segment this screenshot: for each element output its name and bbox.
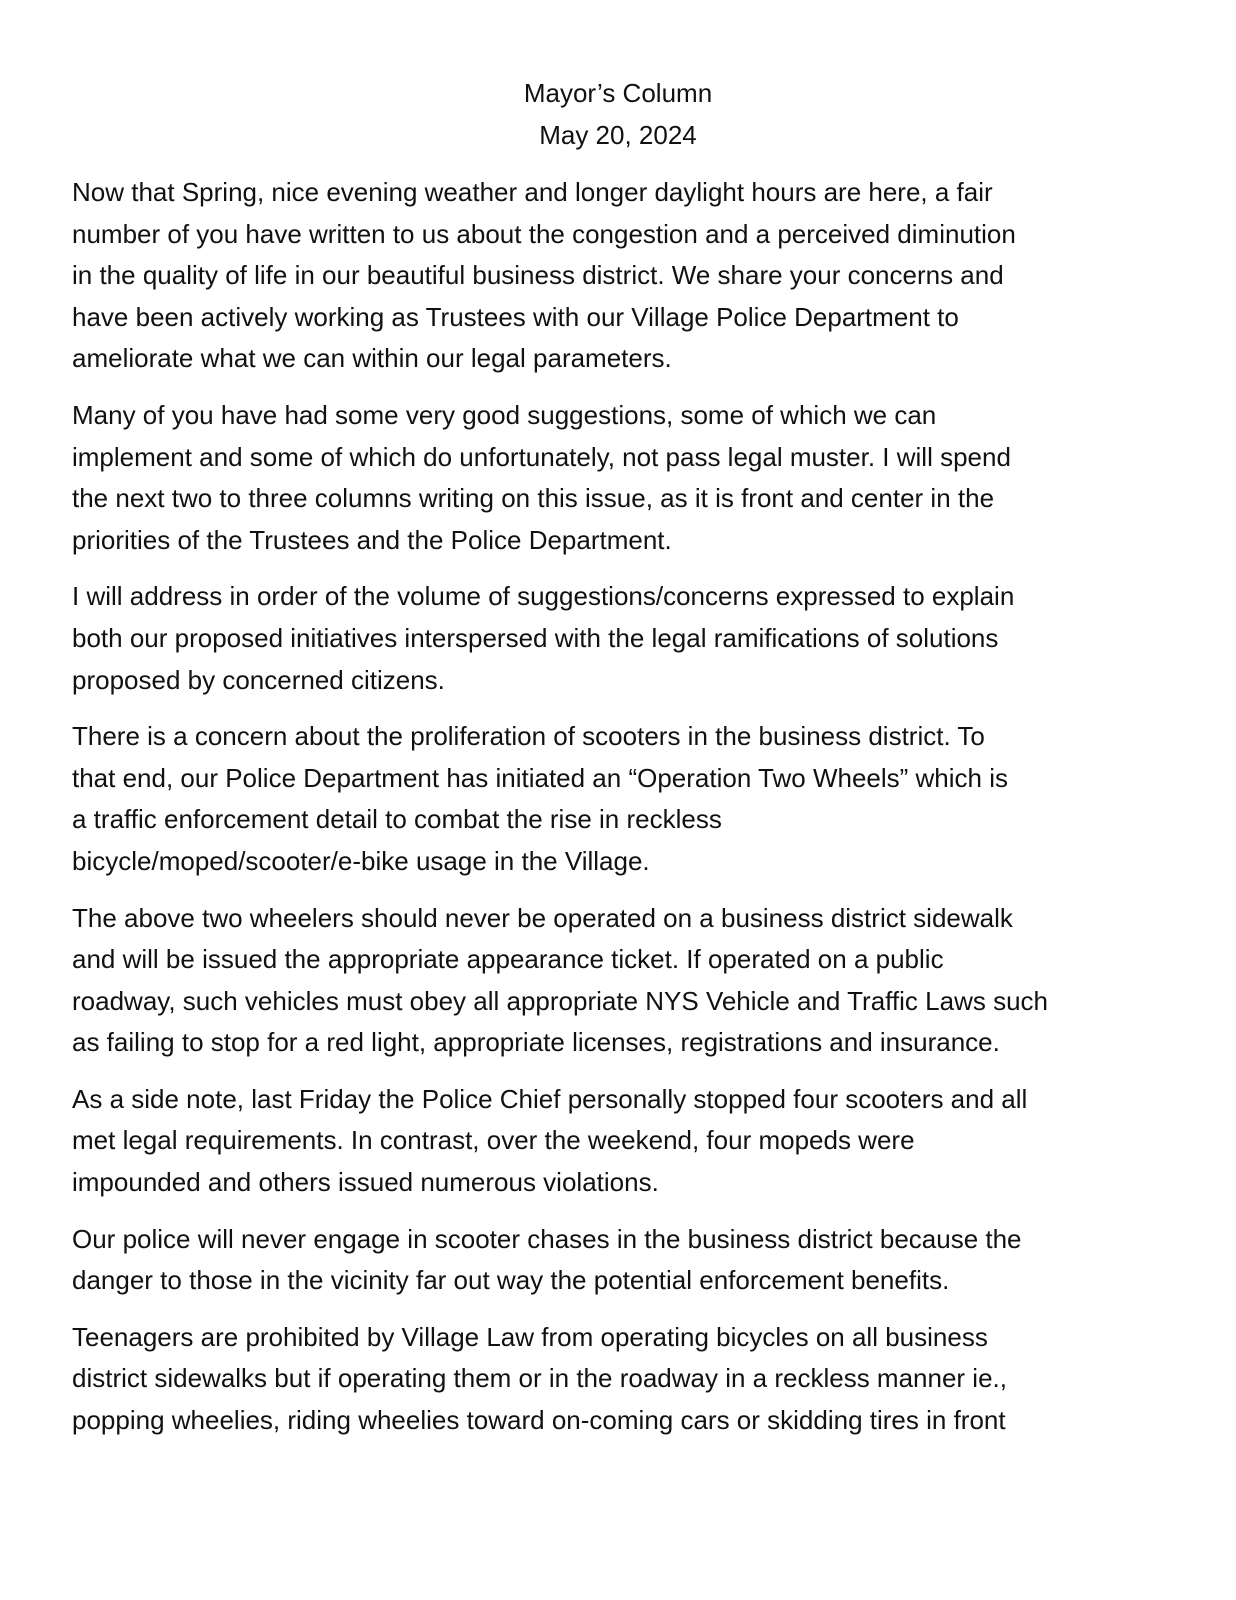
- paragraph: [72, 716, 1164, 882]
- column-date: May 20, 2024: [539, 120, 697, 150]
- paragraph-line: impounded and others issued numerous violations.: [72, 1167, 659, 1198]
- paragraph-line: I will address in order of the volume of suggestions/concerns expressed to explain: [72, 581, 1015, 612]
- paragraph-line: As a side note, last Friday the Police Chief personally stopped four scooters and all: [72, 1083, 1028, 1114]
- paragraph-line: The above two wheelers should never be operated on a business district sidewalk: [72, 902, 1013, 933]
- paragraph-line: proposed by concerned citizens.: [72, 664, 445, 695]
- paragraph-line: Our police will never engage in scooter chases in the business district because the: [72, 1223, 1022, 1254]
- paragraph-line: number of you have written to us about the congestion and a perceived diminution: [72, 218, 1016, 249]
- paragraph-line: district sidewalks but if operating them or in the roadway in a reckless manner ie.,: [72, 1363, 1007, 1394]
- paragraph-line: a traffic enforcement detail to combat the rise in reckless: [72, 804, 722, 835]
- paragraph-line: as failing to stop for a red light, appropriate licenses, registrations and insurance.: [72, 1027, 1000, 1058]
- paragraph-line: popping wheelies, riding wheelies toward on-coming cars or skidding tires in front: [72, 1405, 1006, 1436]
- paragraph-line: and will be issued the appropriate appearance ticket. If operated on a public: [72, 944, 944, 975]
- paragraph: [72, 898, 1164, 1064]
- paragraph-line: Now that Spring, nice evening weather and longer daylight hours are here, a fair: [72, 177, 993, 207]
- paragraph-line: both our proposed initiatives interspersed with the legal ramifications of solutions: [72, 622, 999, 653]
- paragraph: [72, 1317, 1164, 1442]
- paragraph-line: met legal requirements. In contrast, over the weekend, four mopeds were: [72, 1125, 915, 1156]
- paragraph-line: the next two to three columns writing on this issue, as it is front and center in the: [72, 483, 995, 514]
- paragraph-line: implement and some of which do unfortunately, not pass legal muster. I will spend: [72, 441, 1011, 472]
- paragraph: [72, 172, 1164, 380]
- paragraph-line: priorities of the Trustees and the Police Department.: [72, 524, 672, 555]
- paragraph-line: There is a concern about the proliferation of scooters in the business district. To: [72, 721, 985, 752]
- column-title: Mayor’s Column: [523, 78, 713, 108]
- paragraph-line: bicycle/moped/scooter/e-bike usage in the Village.: [72, 845, 650, 876]
- paragraph-line: Teenagers are prohibited by Village Law from operating bicycles on all business: [72, 1321, 988, 1352]
- paragraph-line: Many of you have had some very good suggestions, some of which we can: [72, 399, 937, 430]
- paragraph-line: in the quality of life in our beautiful business district. We share your concerns and: [72, 260, 1004, 291]
- paragraph-line: ameliorate what we can within our legal parameters.: [72, 343, 672, 374]
- paragraph-line: have been actively working as Trustees with our Village Police Department to: [72, 301, 959, 332]
- column-header: [0, 72, 1236, 156]
- column-body: [72, 172, 1164, 1457]
- paragraph: [72, 1079, 1164, 1204]
- paragraph: [72, 576, 1164, 701]
- paragraph: [72, 395, 1164, 561]
- paragraph: [72, 1219, 1164, 1302]
- paragraph-line: that end, our Police Department has initiated an “Operation Two Wheels” which is: [72, 762, 1008, 793]
- paragraph-line: danger to those in the vicinity far out way the potential enforcement benefits.: [72, 1265, 950, 1296]
- paragraph-line: roadway, such vehicles must obey all appropriate NYS Vehicle and Traffic Laws such: [72, 985, 1048, 1016]
